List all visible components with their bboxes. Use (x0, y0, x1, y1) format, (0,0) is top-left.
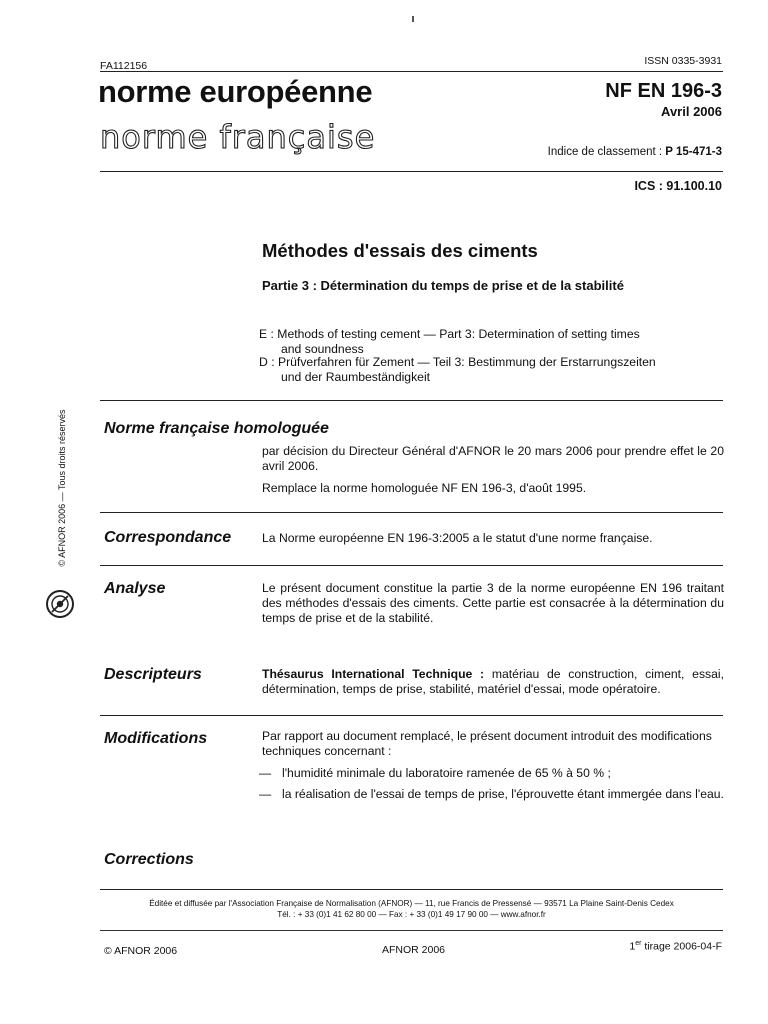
publisher-contact: Tél. : + 33 (0)1 41 62 80 00 — Fax : + 33 (0)1 49 17 90 00 — www.afnor.fr (277, 910, 546, 919)
modification-item-text: la réalisation de l'essai de temps de prise, l'éprouvette étant immergée dans l'eau. (282, 787, 724, 801)
reference-code: FA112156 (100, 60, 148, 72)
descripteurs-text (262, 667, 724, 697)
print-run (629, 940, 722, 953)
publisher-info (100, 898, 723, 920)
document-title: Méthodes d'essais des ciments (262, 240, 538, 261)
rule-before-correspondance (100, 512, 723, 513)
print-run-number: 1 (629, 940, 636, 953)
modification-item-setting-test (259, 787, 725, 802)
dash-bullet: — (259, 787, 272, 801)
english-title-line2: and soundness (281, 342, 364, 356)
classification-index (548, 146, 722, 158)
ics-code: ICS : 91.100.10 (634, 179, 722, 193)
vertical-copyright: © AFNOR 2006 — Tous droits réservés (57, 409, 67, 567)
publication-date: Avril 2006 (661, 104, 722, 119)
lang-code-d: D : (259, 355, 275, 369)
english-title-line1: Methods of testing cement — Part 3: Determination of setting times (277, 327, 640, 341)
dash-bullet: — (259, 766, 272, 780)
copyright-left: © AFNOR 2006 (104, 945, 178, 957)
print-run-superscript: er (635, 940, 642, 947)
section-title-modifications: Modifications (104, 730, 208, 747)
modification-item-text: l'humidité minimale du laboratoire ramenée de 65 % à 50 % ; (282, 766, 611, 780)
footer-bottom-rule (100, 930, 723, 931)
title-norme-francaise: norme française (100, 118, 376, 156)
correspondance-text: La Norme européenne EN 196-3:2005 a le statut d'une norme française. (262, 531, 653, 545)
publisher-address: Éditée et diffusée par l'Association Française de Normalisation (AFNOR) — 11, rue Francis de Pressensé — 93571 La Plaine Saint-Denis Cedex (149, 899, 674, 908)
afnor-seal-icon (45, 589, 75, 619)
copyright-center: AFNOR 2006 (382, 944, 446, 956)
section-title-corrections: Corrections (104, 851, 194, 868)
modification-item-humidity (259, 766, 725, 781)
thesaurus-label: Thésaurus International Technique : (262, 667, 485, 681)
section-title-analyse: Analyse (104, 580, 166, 597)
translation-english (259, 327, 640, 357)
header-bottom-rule (100, 171, 723, 172)
german-title-line2: und der Raumbeständigkeit (281, 370, 431, 384)
rule-before-modifications (100, 715, 723, 716)
analyse-text: Le présent document constitue la partie 3 de la norme européenne EN 196 traitant des méthodes d'essais des ciments. Cette partie est consacrée à la détermination du temps de prise et de la stabilité. (262, 581, 724, 625)
title-norme-europeenne: norme européenne (98, 74, 373, 109)
section-title-descripteurs: Descripteurs (104, 666, 202, 683)
modifications-intro: Par rapport au document remplacé, le présent document introduit des modifications techniques concernant : (262, 729, 712, 758)
issn-number: ISSN 0335-3931 (644, 55, 722, 67)
scan-mark (412, 16, 414, 22)
section-title-correspondance: Correspondance (104, 529, 232, 546)
german-title-line1: Prüfverfahren für Zement — Teil 3: Bestimmung der Erstarrungszeiten (277, 355, 656, 369)
rule-before-homologuee (100, 400, 723, 401)
rule-before-analyse (100, 565, 723, 566)
homologuee-decision-text: par décision du Directeur Général d'AFNOR le 20 mars 2006 pour prendre effet le 20 avril 2006. (262, 444, 724, 473)
print-run-text: tirage 2006-04-F (641, 940, 722, 953)
footer-rule (100, 889, 723, 890)
homologuee-replace-text: Remplace la norme homologuée NF EN 196-3, d'août 1995. (262, 481, 587, 495)
classification-label: Indice de classement : (547, 146, 663, 158)
lang-code-e: E : (259, 327, 274, 341)
descripteurs-keywords: matériau de construction, ciment, essai, détermination, temps de prise, stabilité, matériel d'essai, mode opératoire. (262, 667, 724, 696)
standard-number: NF EN 196-3 (605, 80, 722, 102)
section-title-homologuee: Norme française homologuée (104, 420, 329, 437)
header-top-rule (100, 71, 723, 72)
classification-value: P 15-471-3 (665, 146, 722, 158)
document-subtitle: Partie 3 : Détermination du temps de prise et de la stabilité (262, 278, 624, 293)
translation-german (259, 355, 656, 385)
